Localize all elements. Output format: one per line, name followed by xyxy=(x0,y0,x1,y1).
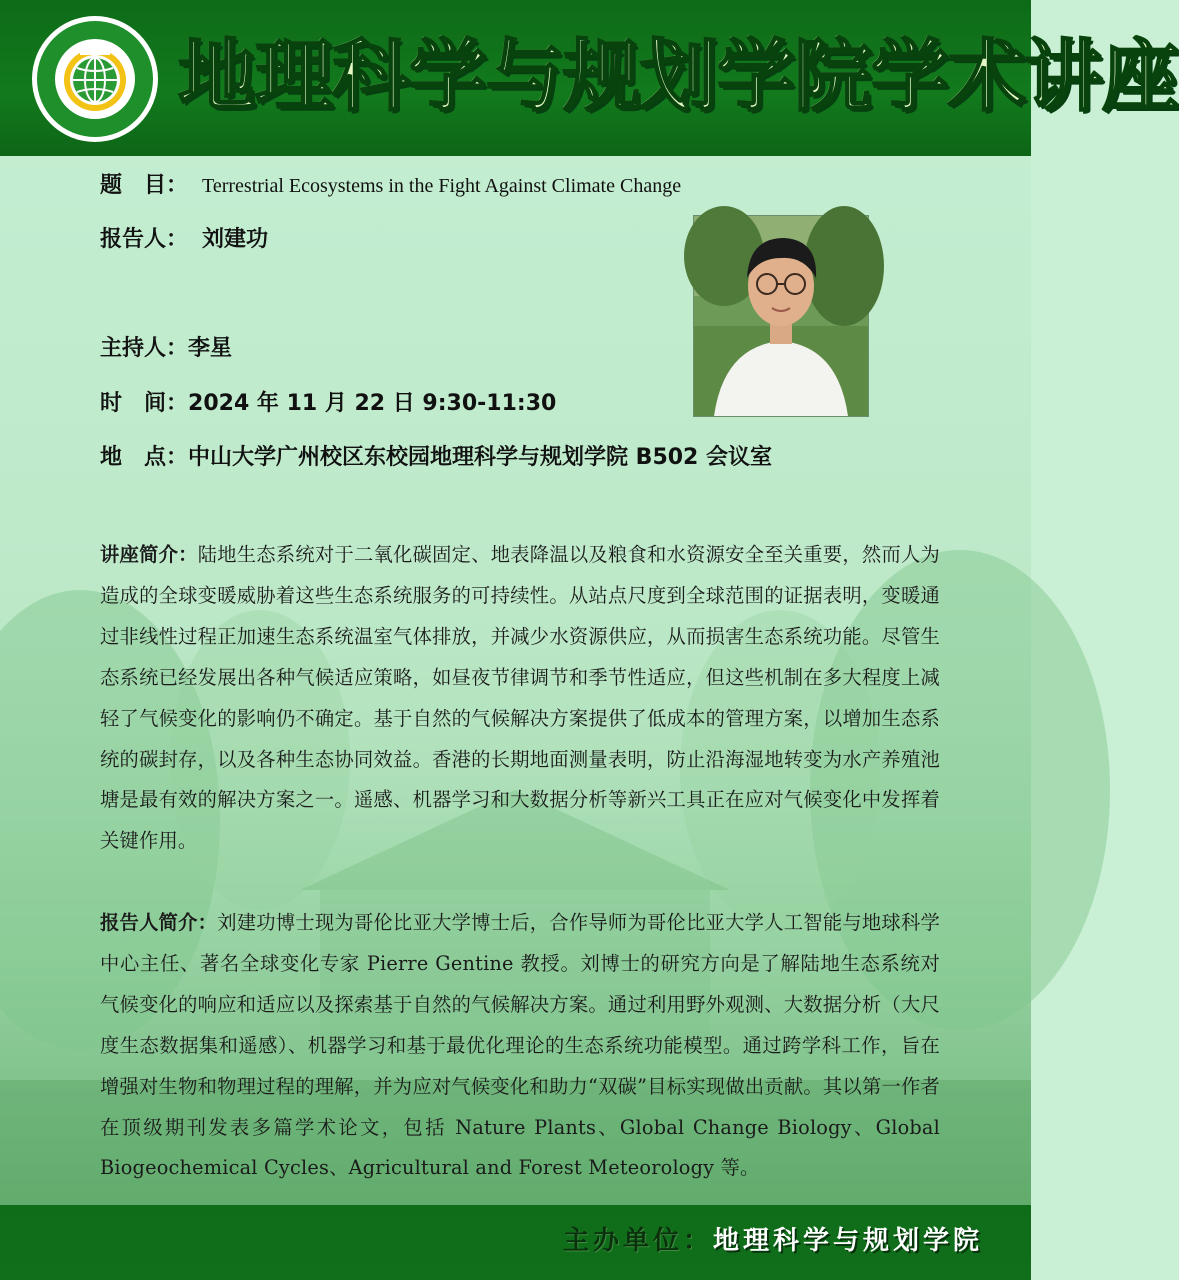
school-logo-icon xyxy=(30,14,160,144)
place-label: 地 点： xyxy=(100,445,189,470)
header-banner xyxy=(0,0,1179,156)
place-row xyxy=(100,440,772,471)
speaker-bio xyxy=(100,903,940,1189)
topic-value: Terrestrial Ecosystems in the Fight Against Climate Change xyxy=(202,175,682,197)
topic-row xyxy=(100,168,681,199)
abstract-label: 讲座简介： xyxy=(100,543,198,566)
organizer xyxy=(563,1220,983,1257)
place-value: 中山大学广州校区东校园地理科学与规划学院 B502 会议室 xyxy=(188,445,773,470)
lecture-abstract xyxy=(100,535,940,862)
speaker-photo xyxy=(693,215,869,417)
bio-label: 报告人简介： xyxy=(100,911,218,934)
time-value: 2024 年 11 月 22 日 9:30-11:30 xyxy=(188,391,557,416)
time-row xyxy=(100,386,556,417)
organizer-label: 主办单位： xyxy=(562,1226,713,1256)
time-label: 时 间： xyxy=(100,391,189,416)
header-title: 地理科学与规划学院学术讲座 xyxy=(178,32,1179,122)
speaker-row xyxy=(100,222,268,253)
topic-label: 题 目： xyxy=(100,173,189,198)
abstract-text: 陆地生态系统对于二氧化碳固定、地表降温以及粮食和水资源安全至关重要，然而人为造成的全球变暖威胁着这些生态系统服务的可持续性。从站点尺度到全球范围的证据表明，变暖通过非线性过程正加速生态系统温室气体排放，并减少水资源供应，从而损害生态系统功能。尽管生态系统已经发展出各种气候适应策略，如昼夜节律调节和季节性适应，但这些机制在多大程度上减轻了气候变化的影响仍不确定。基于自然的气候解决方案提供了低成本的管理方案，以增加生态系统的碳封存，以及各种生态协同效益。香港的长期地面测量表明，防止沿海湿地转变为水产养殖池塘是最有效的解决方案之一。遥感、机器学习和大数据分析等新兴工具正在应对气候变化中发挥着关键作用。 xyxy=(100,543,940,853)
organizer-value: 地理科学与规划学院 xyxy=(712,1226,983,1256)
host-value: 李星 xyxy=(188,336,233,361)
host-label: 主持人： xyxy=(100,336,189,361)
speaker-label: 报告人： xyxy=(100,227,189,252)
host-row xyxy=(100,331,232,362)
bio-text: 刘建功博士现为哥伦比亚大学博士后，合作导师为哥伦比亚大学人工智能与地球科学中心主任、著名全球变化专家 Pierre Gentine 教授。刘博士的研究方向是了解陆地生态系统对气候变化的响应和适应以及探索基于自然的气候解决方案。通过利用野外观测、大数据分析（大尺度生态数据集和遥感）、机器学习和基于最优化理论的生态系统功能模型。通过跨学科工作，旨在增强对生物和物理过程的理解，并为应对气候变化和助力“双碳”目标实现做出贡献。其以第一作者在顶级期刊发表多篇学术论文，包括 Nature Plants、Global Change Biology、Global Biogeochemical Cycles、Agricultural and Forest Meteorology 等。 xyxy=(100,911,940,1180)
speaker-value: 刘建功 xyxy=(202,227,269,252)
